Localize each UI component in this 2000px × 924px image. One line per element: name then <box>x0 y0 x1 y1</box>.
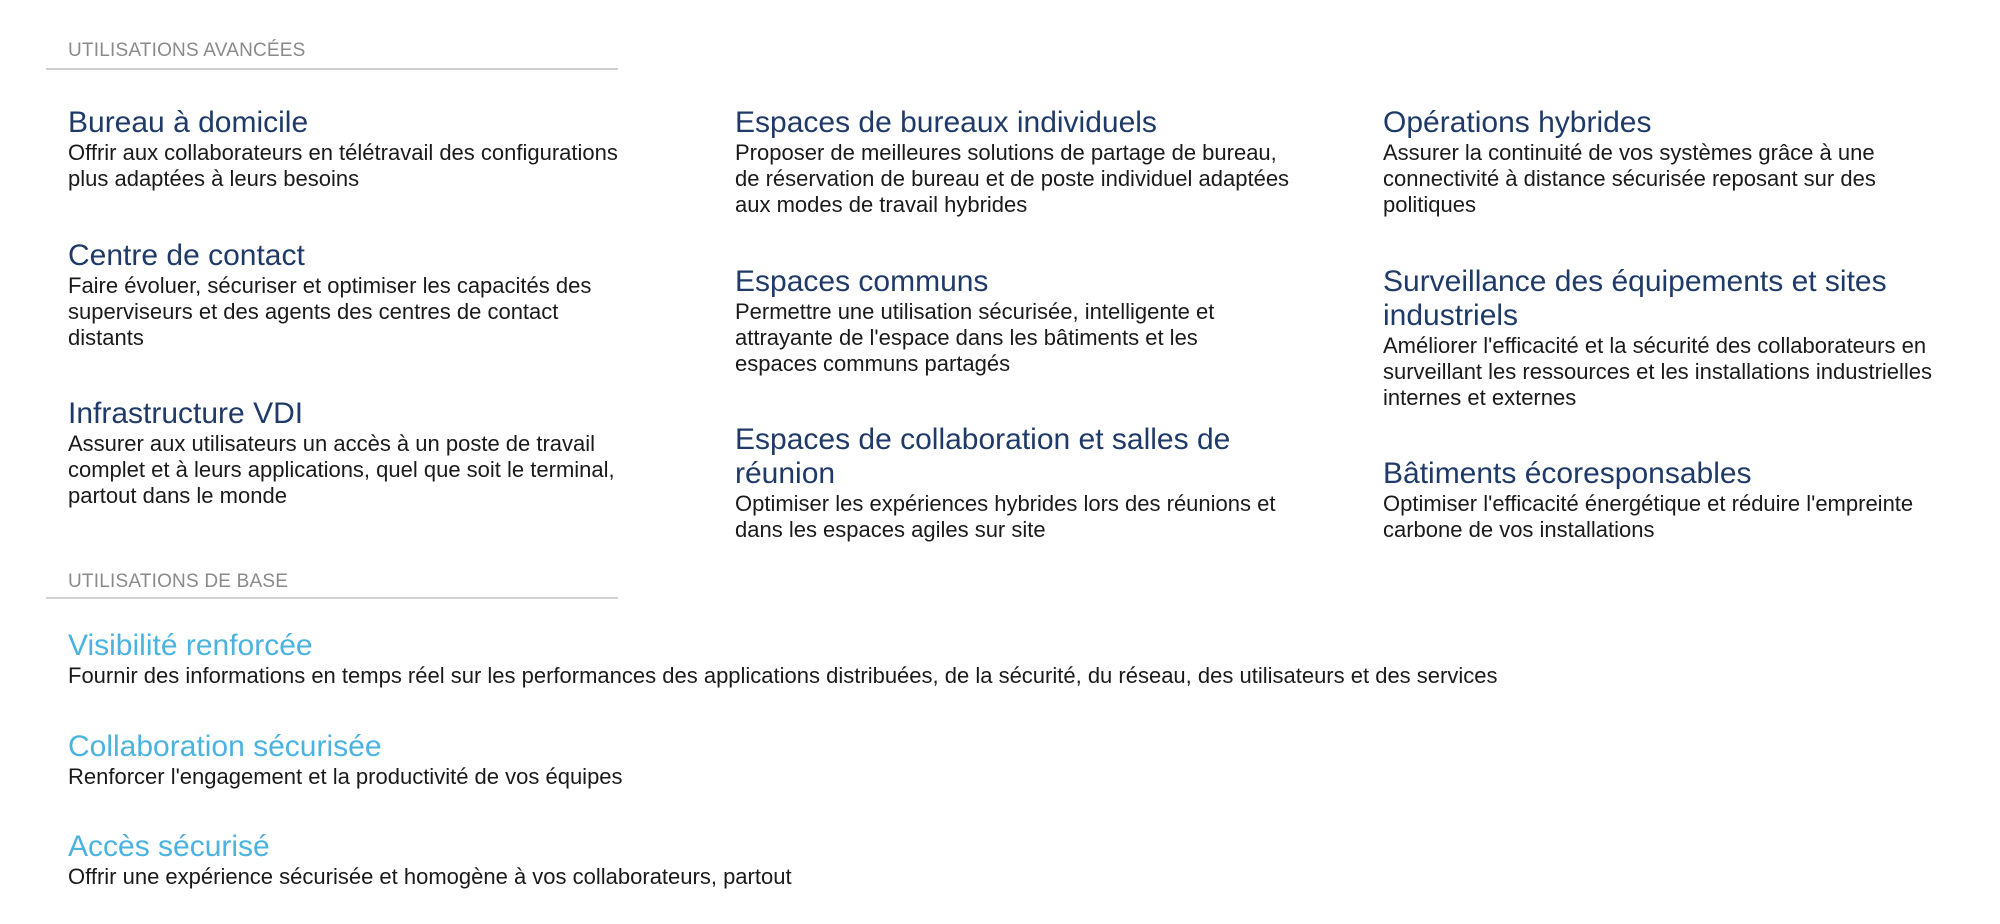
use-case-batiments-ecoresponsables <box>1383 457 1963 543</box>
use-case-description: Améliorer l'efficacité et la sécurité des collaborateurs en surveillant les ressources et les installations industrielles internes et externes <box>1383 333 1933 410</box>
use-case-operations-hybrides <box>1383 106 1923 218</box>
use-case-description: Proposer de meilleures solutions de partage de bureau, de réservation de bureau et de poste individuel adaptées aux modes de travail hybrides <box>735 140 1290 217</box>
use-case-title: Visibilité renforcée <box>68 629 313 662</box>
use-case-surveillance-industriels <box>1383 265 1943 411</box>
use-case-title: Espaces de collaboration et salles de réunion <box>735 423 1231 490</box>
use-case-title: Bâtiments écoresponsables <box>1383 457 1752 490</box>
use-case-description: Offrir une expérience sécurisée et homogène à vos collaborateurs, partout <box>68 864 792 889</box>
use-case-title: Espaces de bureaux individuels <box>735 106 1157 139</box>
use-case-visibilite-renforcee <box>68 629 1968 689</box>
use-case-title: Opérations hybrides <box>1383 106 1652 139</box>
use-case-bureau-domicile <box>68 106 628 192</box>
use-case-description: Renforcer l'engagement et la productivité de vos équipes <box>68 764 623 789</box>
use-case-bureaux-individuels <box>735 106 1295 218</box>
use-case-title: Centre de contact <box>68 239 305 272</box>
section-divider-basic <box>46 597 618 599</box>
use-case-espaces-communs <box>735 265 1275 377</box>
use-case-title: Bureau à domicile <box>68 106 309 139</box>
use-case-description: Offrir aux collaborateurs en télétravail des configurations plus adaptées à leurs besoins <box>68 140 618 191</box>
use-case-title: Collaboration sécurisée <box>68 730 382 763</box>
use-case-description: Assurer la continuité de vos systèmes grâce à une connectivité à distance sécurisée reposant sur des politiques <box>1383 140 1876 217</box>
use-case-description: Optimiser les expériences hybrides lors des réunions et dans les espaces agiles sur site <box>735 491 1276 542</box>
use-case-salles-reunion <box>735 423 1295 543</box>
use-case-description: Faire évoluer, sécuriser et optimiser les capacités des superviseurs et des agents des centres de contact distants <box>68 273 592 350</box>
use-case-description: Fournir des informations en temps réel sur les performances des applications distribuées, de la sécurité, du réseau, des utilisateurs et des services <box>68 663 1498 688</box>
section-divider-advanced <box>46 68 618 70</box>
use-case-infrastructure-vdi <box>68 397 638 509</box>
use-case-description: Permettre une utilisation sécurisée, intelligente et attrayante de l'espace dans les bâtiments et les espaces communs partagés <box>735 299 1215 376</box>
use-case-centre-contact <box>68 239 628 351</box>
use-case-collaboration-securisee <box>68 730 1968 790</box>
section-label-advanced: UTILISATIONS AVANCÉES <box>68 40 306 61</box>
section-label-basic: UTILISATIONS DE BASE <box>68 571 289 592</box>
use-case-description: Assurer aux utilisateurs un accès à un poste de travail complet et à leurs applications, quel que soit le terminal, partout dans le monde <box>68 431 615 508</box>
use-case-title: Surveillance des équipements et sites industriels <box>1383 265 1887 332</box>
use-case-acces-securise <box>68 830 1968 890</box>
use-case-title: Infrastructure VDI <box>68 397 304 430</box>
use-case-title: Accès sécurisé <box>68 830 270 863</box>
use-case-title: Espaces communs <box>735 265 989 298</box>
use-case-description: Optimiser l'efficacité énergétique et réduire l'empreinte carbone de vos installations <box>1383 491 1914 542</box>
